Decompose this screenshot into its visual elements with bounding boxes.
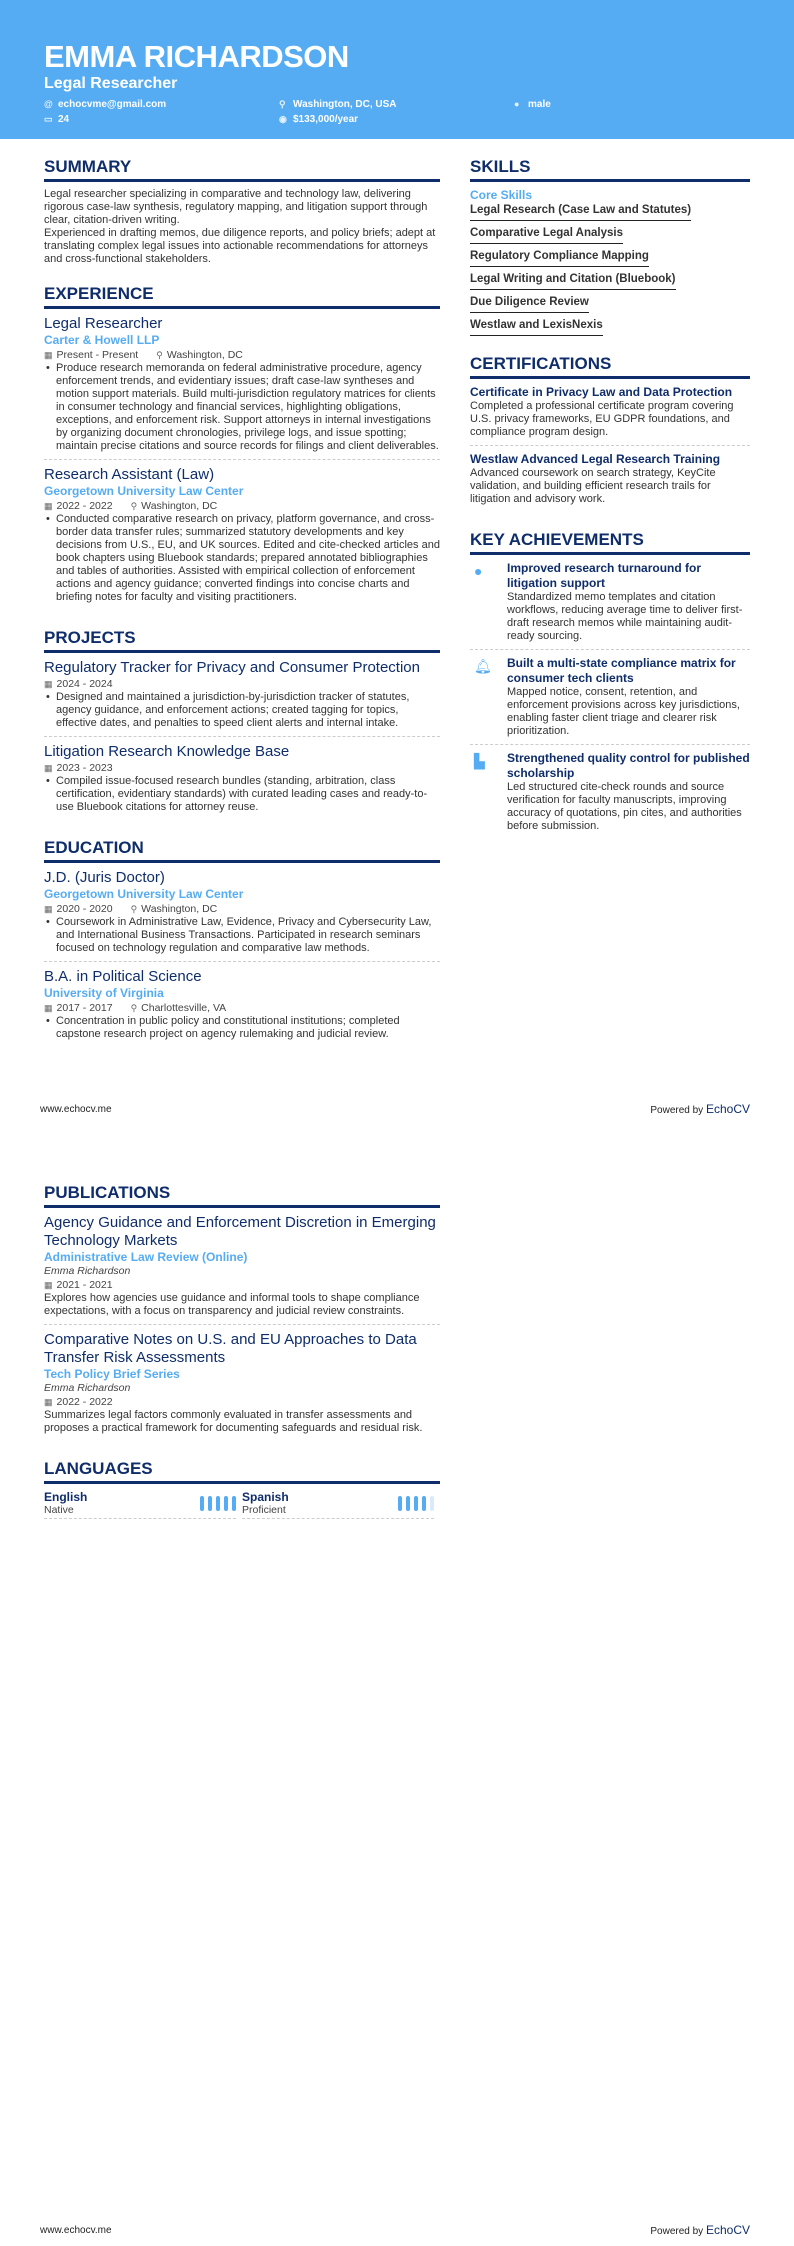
entry-meta [44, 499, 440, 513]
left-column [44, 1183, 440, 1537]
candidate-title: Legal Researcher [44, 75, 178, 92]
skill-category: Core Skills [470, 188, 533, 202]
entry-meta [44, 348, 440, 362]
rating-bar-filled [200, 1496, 204, 1511]
section-heading: SKILLS [470, 157, 750, 182]
section-heading: KEY ACHIEVEMENTS [470, 530, 750, 555]
rating-bar-filled [398, 1496, 402, 1511]
certification-entry [470, 452, 750, 512]
skill-item: Westlaw and LexisNexis [470, 319, 603, 336]
brand-logo: EchoCV [705, 1102, 750, 1116]
company: Carter & Howell LLP [44, 333, 160, 347]
bullet: • Conducted comparative research on privacy, platform governance, and cross-border data transfer rules; summarized statutory developments and key decisions from U.S., EU, and UK sources. Edited and cite-checked articles and book chapters using Bluebook standards; prepared annotated bibliographies and tables of authorities. Assisted with empirical collection of enforcement actions and agency guidance; converted findings into concise charts and briefing notes for faculty and visiting practitioners. [44, 513, 440, 604]
email[interactable]: @ echocvme@gmail.com [44, 99, 167, 110]
language-item [44, 1490, 236, 1519]
certification-title: Westlaw Advanced Legal Research Training [470, 452, 721, 466]
certifications-section [470, 354, 750, 512]
location: Washington, DC [141, 903, 218, 915]
summary-section [44, 157, 440, 266]
section-heading: SUMMARY [44, 157, 440, 182]
languages-section [44, 1459, 440, 1519]
certification-desc: Completed a professional certificate program covering U.S. privacy frameworks, EU GDPR foundations, and compliance program design. [470, 400, 734, 438]
section-heading: EDUCATION [44, 838, 440, 863]
certification-title: Certificate in Privacy Law and Data Protection [470, 385, 733, 399]
achievement-entry [470, 561, 750, 650]
language-item [242, 1490, 434, 1519]
achievement-title: Improved research turnaround for litigation support [507, 561, 702, 590]
map-pin-icon: ⚲ [156, 350, 163, 360]
section-heading: CERTIFICATIONS [470, 354, 750, 379]
person-icon: ● [514, 99, 520, 109]
calendar-icon: ▦ [44, 1280, 53, 1290]
language-name: Spanish [242, 1490, 289, 1504]
skill-item: Legal Research (Case Law and Statutes) [470, 204, 691, 221]
dates: 2017 - 2017 [56, 1002, 113, 1014]
gender: ● male [514, 99, 551, 110]
dates: Present - Present [56, 349, 139, 361]
location: Charlottesville, VA [141, 1002, 227, 1014]
section-heading: PROJECTS [44, 628, 440, 653]
language-list [44, 1490, 440, 1519]
footer-site[interactable]: www.echocv.me [40, 1104, 112, 1115]
section-heading: PUBLICATIONS [44, 1183, 440, 1208]
entry-meta [44, 1395, 440, 1409]
rating-bar-empty [430, 1496, 434, 1511]
job-title: Legal Researcher [44, 315, 163, 332]
achievement-title: Strengthened quality control for published scholarship [507, 751, 750, 780]
publication-entry [44, 1331, 440, 1441]
brand-logo: EchoCV [705, 2223, 750, 2237]
achievement-entry [470, 656, 750, 745]
certification-entry [470, 385, 750, 446]
language-rating [200, 1490, 236, 1516]
calendar-icon: ▦ [44, 350, 53, 360]
publication-author: Emma Richardson [44, 1382, 131, 1394]
skill-item: Regulatory Compliance Mapping [470, 250, 649, 267]
project-title: Regulatory Tracker for Privacy and Consumer Protection [44, 659, 420, 676]
project-entry [44, 659, 440, 737]
skill-item: Legal Writing and Citation (Bluebook) [470, 273, 676, 290]
language-name: English [44, 1490, 88, 1504]
powered-by-label: Powered by [650, 2226, 704, 2237]
dates: 2022 - 2022 [56, 1396, 113, 1408]
education-entry [44, 968, 440, 1047]
resume-header [0, 0, 794, 139]
rating-bar-filled [224, 1496, 228, 1511]
map-pin-icon: ⚲ [130, 1003, 138, 1013]
certification-desc: Advanced coursework on search strategy, KeyCite validation, and building efficient research trails for litigation and advisory work. [470, 467, 716, 505]
rating-bar-filled [422, 1496, 426, 1511]
education-section [44, 838, 440, 1047]
bell-icon: 🔔︎ [474, 658, 492, 674]
bullet: • Coursework in Administrative Law, Evidence, Privacy and Cybersecurity Law, and International Business Transactions. Participated in research seminars focused on technology regulation and comparative law methods. [44, 916, 440, 955]
footer-site[interactable]: www.echocv.me [40, 2225, 112, 2236]
dates: 2022 - 2022 [56, 500, 113, 512]
rating-bar-filled [208, 1496, 212, 1511]
calendar-icon: ▭ [44, 114, 53, 124]
age: ▭ 24 [44, 114, 70, 125]
job-title: Research Assistant (Law) [44, 466, 215, 483]
dates: 2020 - 2020 [56, 903, 113, 915]
left-column [44, 157, 440, 1065]
rating-bar-filled [414, 1496, 418, 1511]
entry-meta [44, 761, 440, 775]
publication-entry [44, 1214, 440, 1325]
map-pin-icon: ⚲ [130, 904, 138, 914]
chat-bubble-icon: ● [474, 563, 483, 579]
salary: ◉ $133,000/year [279, 114, 359, 125]
achievements-section [470, 530, 750, 839]
achievement-title: Built a multi-state compliance matrix for consumer tech clients [507, 656, 736, 685]
dates: 2024 - 2024 [56, 678, 113, 690]
calendar-icon: ▦ [44, 1397, 53, 1407]
footer-powered [650, 2223, 750, 2237]
rating-bar-filled [406, 1496, 410, 1511]
map-pin-icon: ⚲ [130, 501, 138, 511]
bullet: • Designed and maintained a jurisdiction-by-jurisdiction tracker of statutes, agency guidance, and enforcement actions; created tagging for topics, effective dates, and penalties to speed client alerts and internal intake. [44, 691, 440, 730]
calendar-icon: ▦ [44, 904, 53, 914]
candidate-name: EMMA RICHARDSON [44, 39, 349, 74]
skill-item: Due Diligence Review [470, 296, 589, 313]
section-heading: EXPERIENCE [44, 284, 440, 309]
location: ⚲ Washington, DC, USA [279, 99, 397, 110]
entry-meta [44, 1278, 440, 1292]
language-rating [398, 1490, 434, 1516]
location: Washington, DC [141, 500, 218, 512]
rating-bar-filled [216, 1496, 220, 1511]
school: Georgetown University Law Center [44, 887, 244, 901]
entry-meta [44, 902, 440, 916]
degree: J.D. (Juris Doctor) [44, 869, 165, 886]
skills-section [470, 157, 750, 336]
achievement-desc: Led structured cite-check rounds and source verification for faculty manuscripts, improving accuracy of quotations, pin cites, and authorities before submission. [507, 781, 742, 832]
publication-title: Agency Guidance and Enforcement Discretion in Emerging Technology Markets [44, 1214, 436, 1249]
company: Georgetown University Law Center [44, 484, 244, 498]
calendar-icon: ▦ [44, 1003, 53, 1013]
powered-by-label: Powered by [650, 1105, 704, 1116]
degree: B.A. in Political Science [44, 968, 202, 985]
dates: 2023 - 2023 [56, 762, 113, 774]
calendar-icon: ▦ [44, 763, 53, 773]
skill-item: Comparative Legal Analysis [470, 227, 623, 244]
projects-section [44, 628, 440, 820]
publication-venue: Tech Policy Brief Series [44, 1367, 180, 1381]
publication-author: Emma Richardson [44, 1265, 131, 1277]
publication-title: Comparative Notes on U.S. and EU Approaches to Data Transfer Risk Assessments [44, 1331, 417, 1366]
entry-meta [44, 1001, 440, 1015]
map-pin-icon: ⚲ [279, 99, 286, 109]
project-entry [44, 743, 440, 820]
publication-desc: Summarizes legal factors commonly evaluated in transfer assessments and proposes a practical framework for documenting safeguards and residual risk. [44, 1409, 423, 1434]
right-column [470, 157, 750, 857]
project-title: Litigation Research Knowledge Base [44, 743, 290, 760]
bullet: • Compiled issue-focused research bundles (standing, arbitration, class certification, evidentiary standards) with curated leading cases and ready-to-use Bluebook citations for attorney reuse. [44, 775, 440, 814]
document-icon: ▙ [474, 753, 485, 769]
publication-venue: Administrative Law Review (Online) [44, 1250, 248, 1264]
calendar-icon: ▦ [44, 679, 53, 689]
page-2 [0, 1123, 794, 2246]
footer-powered [650, 1102, 750, 1116]
rating-bar-filled [232, 1496, 236, 1511]
at-icon: @ [44, 99, 53, 109]
achievement-desc: Mapped notice, consent, retention, and enforcement provisions across key jurisdictions, enabling faster client triage and clearer risk prioritization. [507, 686, 740, 737]
experience-entry [44, 315, 440, 460]
school: University of Virginia [44, 986, 164, 1000]
contact-info [44, 99, 750, 125]
language-level: Proficient [242, 1504, 286, 1516]
bullet: • Concentration in public policy and constitutional institutions; completed capstone research project on agency rulemaking and judicial review. [44, 1015, 440, 1041]
education-entry [44, 869, 440, 962]
bullet: • Produce research memoranda on federal administrative procedure, agency enforcement trends, and evidentiary issues; draft case-law syntheses and motion support materials. Build multi-jurisdiction regulatory matrices for clients in consumer technology and financial services, highlighting obligations, exceptions, and enforcement risk. Support attorneys in internal investigations by organizing document chronologies, privilege logs, and issue spotting; maintain precise citations and source records for filings and client deliverables. [44, 362, 440, 453]
experience-entry [44, 466, 440, 610]
entry-meta [44, 677, 440, 691]
achievement-entry [470, 751, 750, 839]
language-level: Native [44, 1504, 74, 1516]
publications-section [44, 1183, 440, 1441]
summary-text: Legal researcher specializing in comparative and technology law, delivering rigorous case-law synthesis, regulatory mapping, and litigation support through clear, citation-driven writing. [44, 188, 428, 226]
money-icon: ◉ [279, 114, 287, 124]
publication-desc: Explores how agencies use guidance and informal tools to shape compliance expectations, with a focus on transparency and judicial review constraints. [44, 1292, 420, 1317]
section-heading: LANGUAGES [44, 1459, 440, 1484]
dates: 2021 - 2021 [56, 1279, 113, 1291]
location: Washington, DC [166, 349, 243, 361]
summary-text: Experienced in drafting memos, due diligence reports, and policy briefs; adept at translating complex legal issues into actionable recommendations for attorneys and cross-functional stakeholders. [44, 227, 436, 265]
calendar-icon: ▦ [44, 501, 53, 511]
experience-section [44, 284, 440, 610]
achievement-desc: Standardized memo templates and citation workflows, reducing average time to deliver first-draft research memos while maintaining audit-ready sourcing. [507, 591, 743, 642]
